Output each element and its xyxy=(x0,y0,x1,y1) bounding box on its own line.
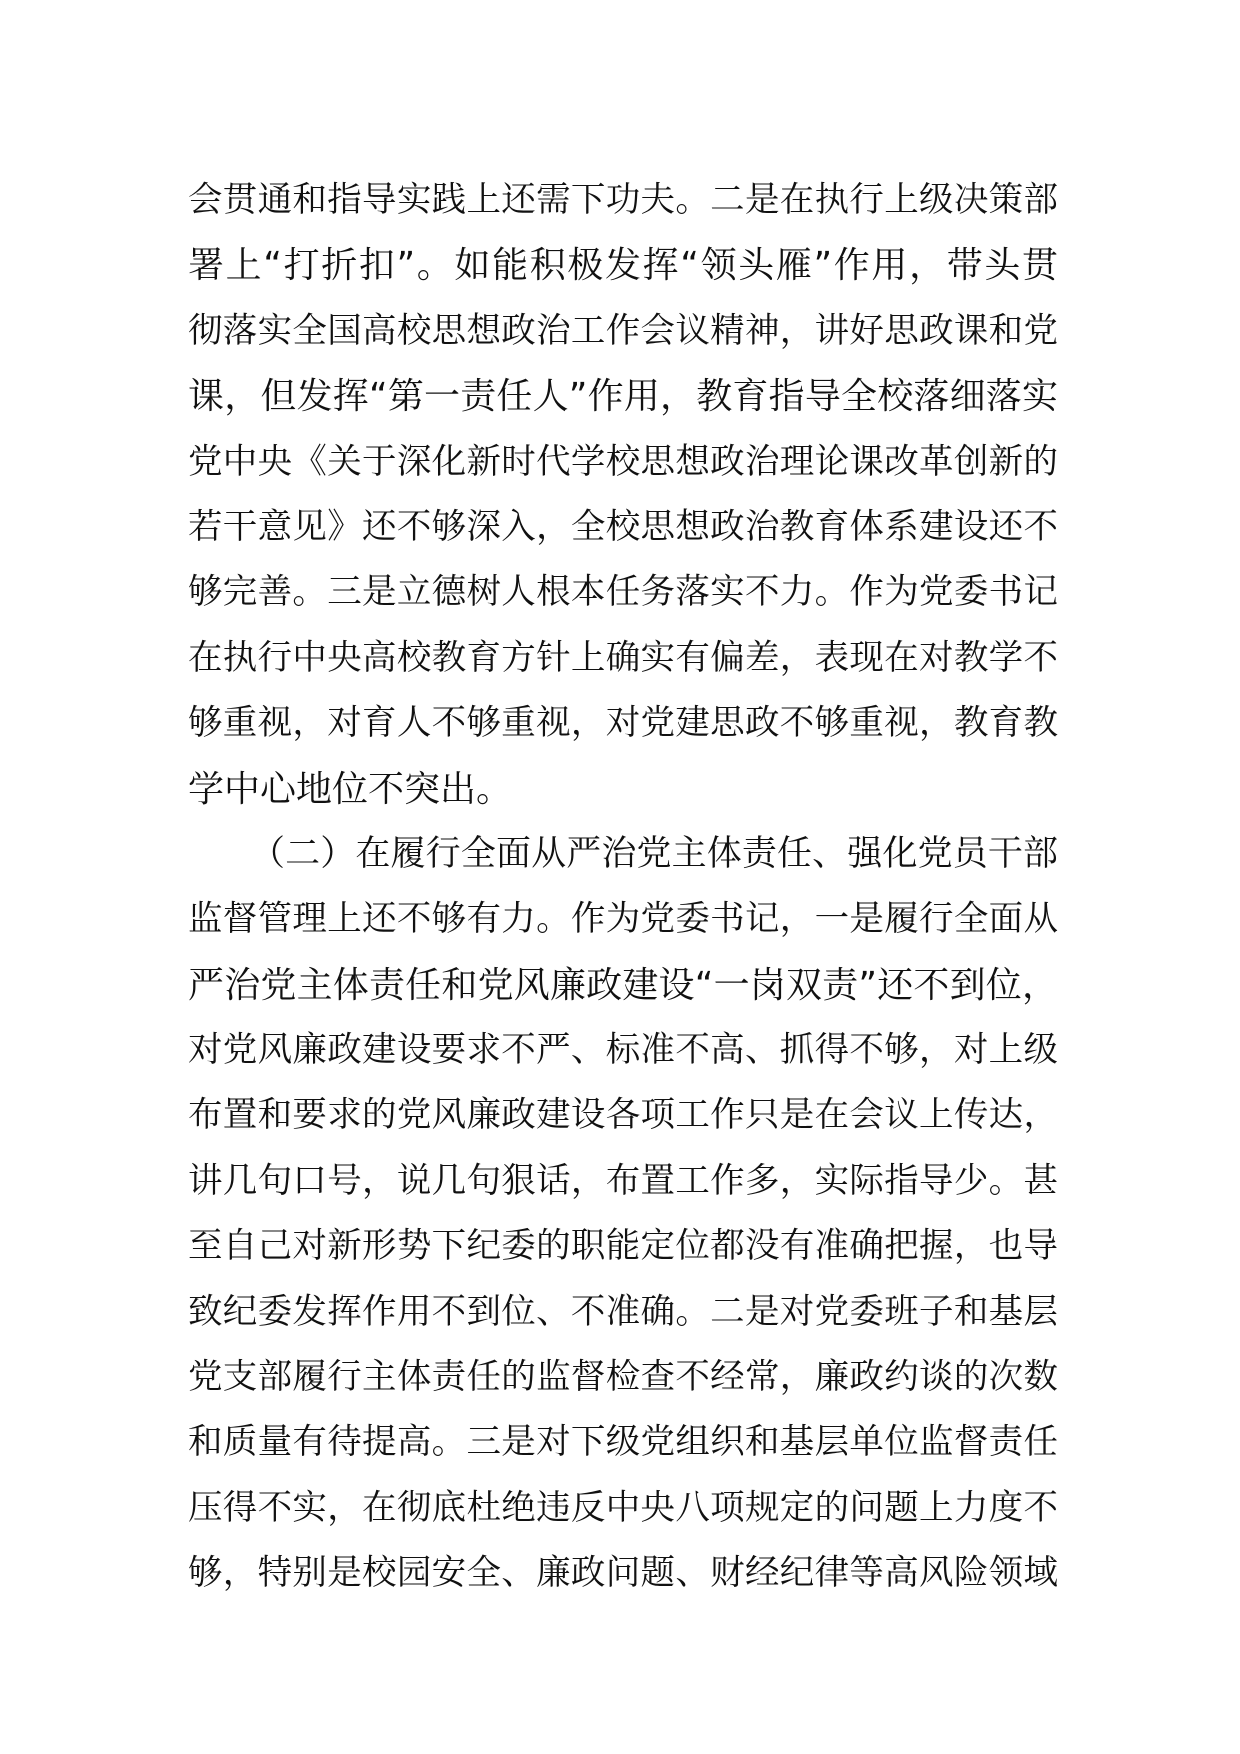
text-line: 若干意见》还不够深入，全校思想政治教育体系建设还不 xyxy=(188,506,1058,547)
document-body xyxy=(188,168,1058,1607)
paragraph-section-two xyxy=(188,822,1058,1607)
paragraph-continued xyxy=(188,168,1058,822)
text-line: 党支部履行主体责任的监督检查不经常，廉政约谈的次数 xyxy=(188,1357,1058,1398)
text-line: 课，但发挥“第一责任人”作用，教育指导全校落细落实 xyxy=(188,376,1058,418)
text-line: 党中央《关于深化新时代学校思想政治理论课改革创新的 xyxy=(188,441,1058,482)
text-line: 布置和要求的党风廉政建设各项工作只是在会议上传达， xyxy=(188,1095,1058,1136)
text-line-indented: （二）在履行全面从严治党主体责任、强化党员干部 xyxy=(250,833,1058,874)
text-line: 在执行中央高校教育方针上确实有偏差，表现在对教学不 xyxy=(188,637,1058,678)
text-line: 够重视，对育人不够重视，对党建思政不够重视，教育教 xyxy=(188,703,1058,744)
text-line: 学中心地位不突出。 xyxy=(188,768,513,810)
text-line: 压得不实，在彻底杜绝违反中央八项规定的问题上力度不 xyxy=(188,1487,1058,1528)
text-line: 致纪委发挥作用不到位、不准确。二是对党委班子和基层 xyxy=(188,1291,1058,1332)
text-line: 够完善。三是立德树人根本任务落实不力。作为党委书记 xyxy=(188,572,1058,613)
text-line: 对党风廉政建设要求不严、标准不高、抓得不够，对上级 xyxy=(188,1030,1058,1071)
text-line: 会贯通和指导实践上还需下功夫。二是在执行上级决策部 xyxy=(188,180,1058,220)
text-line: 监督管理上还不够有力。作为党委书记，一是履行全面从 xyxy=(188,899,1058,940)
text-line: 彻落实全国高校思想政治工作会议精神，讲好思政课和党 xyxy=(188,310,1058,351)
text-line: 讲几句口号，说几句狠话，布置工作多，实际指导少。甚 xyxy=(188,1160,1058,1201)
text-line: 署上“打折扣”。如能积极发挥“领头雁”作用，带头贯 xyxy=(188,245,1058,287)
text-line: 至自己对新形势下纪委的职能定位都没有准确把握，也导 xyxy=(188,1226,1058,1267)
text-line: 和质量有待提高。三是对下级党组织和基层单位监督责任 xyxy=(188,1422,1058,1463)
text-line: 够，特别是校园安全、廉政问题、财经纪律等高风险领域 xyxy=(188,1553,1058,1594)
text-line: 严治党主体责任和党风廉政建设“一岗双责”还不到位， xyxy=(188,964,1058,1006)
